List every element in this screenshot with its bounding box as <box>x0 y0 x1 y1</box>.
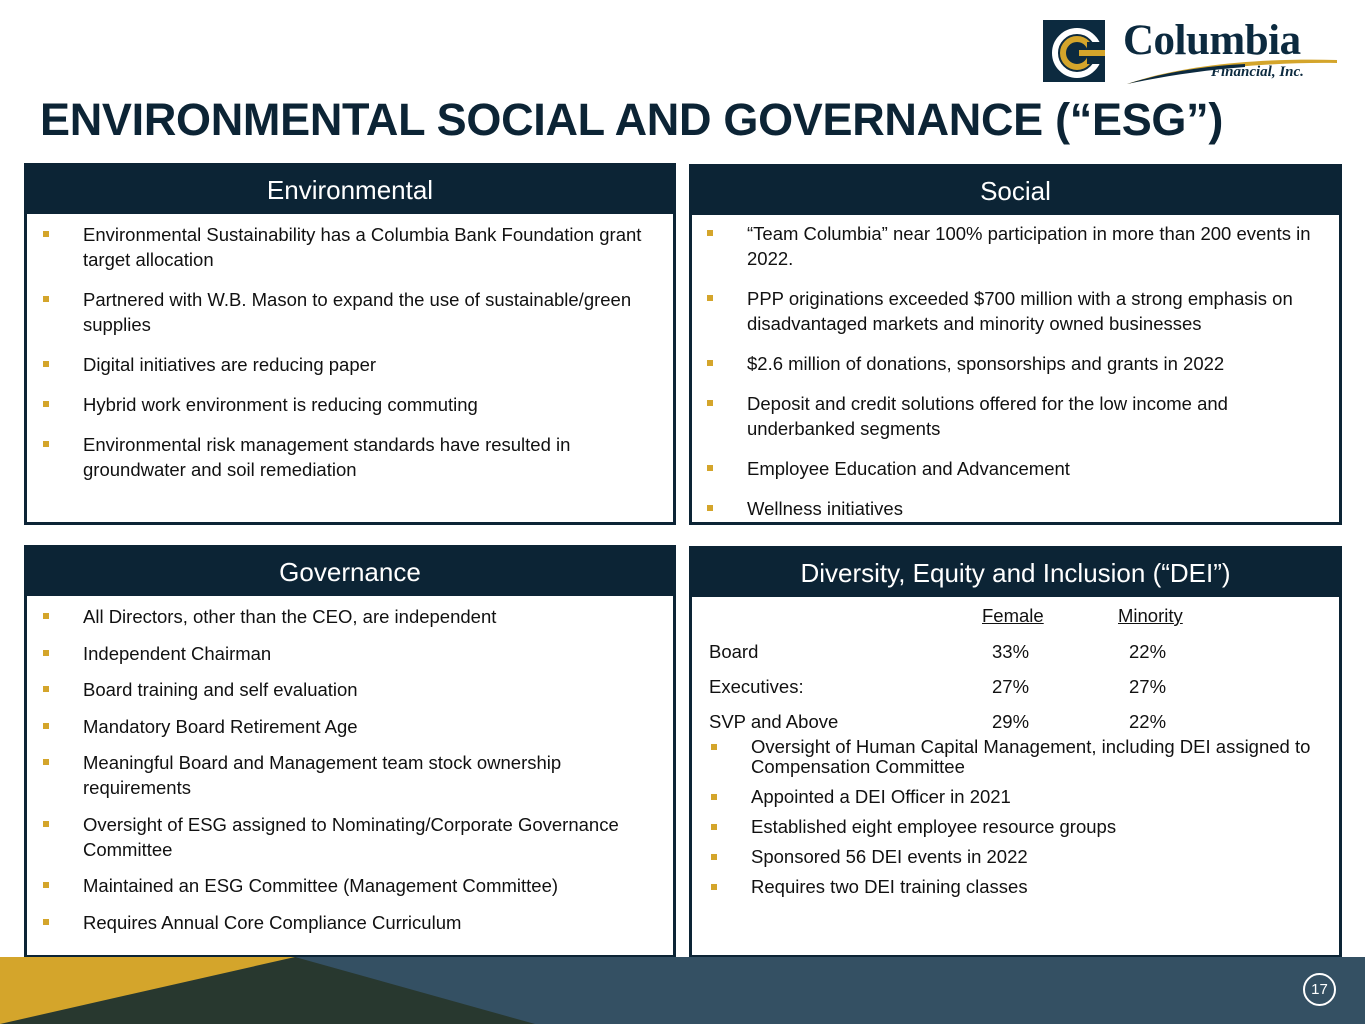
dei-row-label: SVP and Above <box>709 711 839 732</box>
list-item: All Directors, other than the CEO, are independent <box>41 604 657 629</box>
list-item: Environmental risk management standards have resulted in groundwater and soil remediation <box>41 432 657 482</box>
list-item: Digital initiatives are reducing paper <box>41 352 657 377</box>
list-item: “Team Columbia” near 100% participation in more than 200 events in 2022. <box>705 221 1323 271</box>
dei-table <box>692 597 1339 737</box>
dei-female-value: 29% <box>992 711 1030 732</box>
logo-subtitle: Financial, Inc. <box>1211 64 1304 80</box>
environmental-heading: Environmental <box>27 166 673 214</box>
list-item: Wellness initiatives <box>705 496 1323 521</box>
list-item: Partnered with W.B. Mason to expand the use of sustainable/green supplies <box>41 287 657 337</box>
social-heading: Social <box>692 167 1339 215</box>
list-item: Oversight of Human Capital Management, including DEI assigned to Compensation Committee <box>709 737 1329 777</box>
list-item: Oversight of ESG assigned to Nominating/Corporate Governance Committee <box>41 812 657 862</box>
page-title: ENVIRONMENTAL SOCIAL AND GOVERNANCE (“ESG”) <box>40 94 1224 145</box>
list-item: $2.6 million of donations, sponsorships and grants in 2022 <box>705 351 1323 376</box>
list-item: Mandatory Board Retirement Age <box>41 714 657 739</box>
dei-female-value: 33% <box>992 641 1030 662</box>
list-item: Deposit and credit solutions offered for the low income and underbanked segments <box>705 391 1323 441</box>
social-list <box>705 221 1323 521</box>
dei-minority-value: 22% <box>1129 711 1167 732</box>
dei-heading: Diversity, Equity and Inclusion (“DEI”) <box>692 549 1339 597</box>
governance-panel <box>24 545 676 958</box>
list-item: Board training and self evaluation <box>41 677 657 702</box>
columbia-logo <box>1043 17 1343 86</box>
list-item: Sponsored 56 DEI events in 2022 <box>709 847 1329 867</box>
list-item: Maintained an ESG Committee (Management Committee) <box>41 873 657 898</box>
environmental-panel <box>24 163 676 525</box>
governance-heading: Governance <box>27 548 673 596</box>
governance-list <box>41 604 657 935</box>
list-item: Environmental Sustainability has a Columbia Bank Foundation grant target allocation <box>41 222 657 272</box>
dei-column-female: Female <box>982 605 1044 626</box>
environmental-list <box>41 222 657 482</box>
dei-row-label: Executives: <box>709 676 804 697</box>
dei-female-value: 27% <box>992 676 1030 697</box>
list-item: Established eight employee resource groups <box>709 817 1329 837</box>
list-item: PPP originations exceeded $700 million with a strong emphasis on disadvantaged markets and minority owned businesses <box>705 286 1323 336</box>
list-item: Requires Annual Core Compliance Curriculum <box>41 910 657 935</box>
list-item: Meaningful Board and Management team stock ownership requirements <box>41 750 657 800</box>
logo-wordmark: Columbia <box>1123 17 1301 64</box>
list-item: Independent Chairman <box>41 641 657 666</box>
footer-band <box>0 957 1365 1024</box>
social-panel <box>689 164 1342 525</box>
dei-minority-value: 27% <box>1129 676 1167 697</box>
list-item: Appointed a DEI Officer in 2021 <box>709 787 1329 807</box>
dei-minority-value: 22% <box>1129 641 1167 662</box>
dei-list <box>692 737 1339 897</box>
dei-panel <box>689 546 1342 958</box>
list-item: Employee Education and Advancement <box>705 456 1323 481</box>
page-number: 17 <box>1303 973 1336 1006</box>
dei-row-label: Board <box>709 641 759 662</box>
list-item: Hybrid work environment is reducing commuting <box>41 392 657 417</box>
list-item: Requires two DEI training classes <box>709 877 1329 897</box>
columbia-c-mark-icon <box>1043 20 1105 82</box>
dei-column-minority: Minority <box>1118 605 1183 626</box>
